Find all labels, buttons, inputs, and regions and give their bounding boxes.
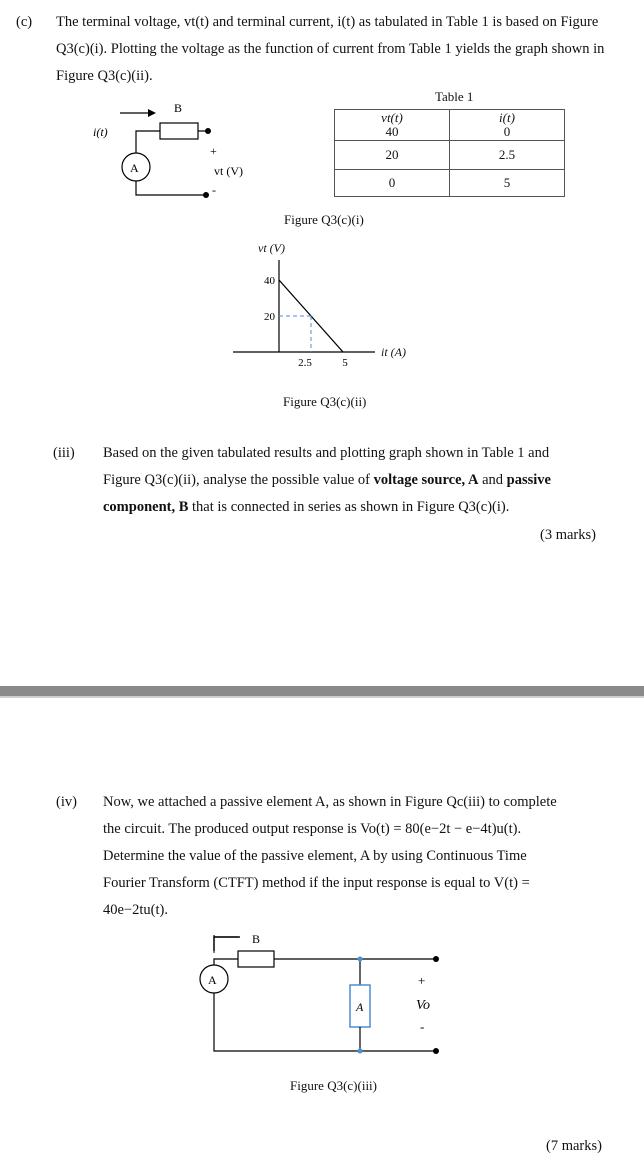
table1-header-i: i(t) (499, 110, 515, 125)
table1-title: Table 1 (435, 89, 474, 104)
fig3-b-label: B (252, 932, 261, 946)
page-divider-shadow (0, 696, 644, 698)
part-iv-text (103, 789, 608, 924)
fig3-minus: - (420, 1019, 425, 1034)
page-divider (0, 686, 644, 696)
circuit-figure-3 (190, 925, 460, 1065)
part-iii-label: (iii) (53, 445, 75, 461)
fig3-a-source-label: A (208, 973, 217, 987)
part-iii-line3 (103, 494, 608, 521)
part-iv-label: (iv) (56, 794, 77, 810)
part-iii-component-b: component, B (103, 499, 189, 515)
part-iii-line1: Based on the given tabulated results and plotting graph shown in Table 1 and (103, 445, 550, 461)
part-iv-line3: Determine the value of the passive element, A by using Continuous Time (103, 848, 527, 864)
table1-cell: 0 (335, 170, 450, 197)
part-iii-voltage-source: voltage source, A (373, 472, 479, 488)
part-iii-line2 (103, 467, 608, 494)
part-iii-line2c: and (478, 472, 507, 488)
part-iv-line4: Fourier Transform (CTFT) method if the input response is equal to V(t) = (103, 875, 530, 891)
part-iv-line2: the circuit. The produced output response is Vo(t) = 80(e−2t − e−4t)u(t). (103, 821, 522, 837)
table-row (335, 110, 565, 141)
part-c-text (56, 9, 616, 90)
fig3-a-element-label: A (356, 1000, 364, 1014)
x-tick-label: 5 (342, 357, 348, 369)
part-c-line2: Q3(c)(i). Plotting the voltage as the function of current from Table 1 yields the graph shown in (56, 41, 605, 57)
part-iii-marks: (3 marks) (540, 527, 596, 543)
wire-left-top (136, 131, 160, 153)
table1-cell: 20 (335, 141, 450, 170)
current-arrow-head (148, 109, 156, 117)
part-iii-line3b: that is connected in series as shown in Figure Q3(c)(i). (188, 499, 510, 515)
wire-bottom (136, 181, 204, 195)
part-c-line1: The terminal voltage, vt(t) and terminal current, i(t) as tabulated in Table 1 is based on Figure (56, 14, 599, 30)
part-iv-marks: (7 marks) (546, 1138, 602, 1154)
fig3-caption: Figure Q3(c)(iii) (290, 1078, 378, 1093)
fig1-i-label: i(t) (93, 125, 108, 139)
wire-top-left (214, 937, 240, 951)
voltage-current-graph (225, 260, 435, 380)
part-iii-passive: passive (506, 472, 551, 488)
fig1-v-label: vt (V) (214, 164, 243, 178)
table1-cell: 5 (450, 170, 565, 197)
node-top (358, 957, 363, 962)
wire-to-resistor (214, 959, 238, 965)
fig1-a-label: A (130, 161, 139, 175)
terminal-bottom-3 (433, 1048, 439, 1054)
table1-cell: 2.5 (450, 141, 565, 170)
wire-bottom-3 (214, 993, 436, 1051)
fig2-caption: Figure Q3(c)(ii) (283, 394, 367, 409)
terminal-bottom (203, 192, 209, 198)
table1-cell: 40 (385, 124, 399, 139)
fig1-caption: Figure Q3(c)(i) (284, 212, 364, 227)
y-tick-label: 40 (264, 275, 275, 287)
fig2-y-label: vt (V) (258, 241, 285, 255)
wire-corner (214, 937, 238, 951)
fig3-vo-label: Vo (416, 998, 430, 1013)
terminal-top (205, 128, 211, 134)
fig1-plus: + (210, 144, 217, 158)
fig3-plus: + (418, 973, 426, 988)
x-tick-label: 2.5 (298, 357, 312, 369)
part-iv-line5: 40e−2tu(t). (103, 902, 168, 918)
resistor-b-2 (238, 951, 274, 967)
circuit-figure-1 (90, 95, 270, 210)
fig1-minus: - (212, 183, 216, 197)
terminal-top-3 (433, 956, 439, 962)
resistor-b (160, 123, 198, 139)
y-tick-label: 20 (264, 311, 275, 323)
table1 (334, 109, 565, 197)
fig1-b-label: B (174, 101, 183, 115)
part-c-line3: Figure Q3(c)(ii). (56, 68, 153, 84)
table1-cell: 0 (503, 124, 511, 139)
fig2-x-label: it (A) (381, 345, 406, 359)
node-bottom (358, 1049, 363, 1054)
part-iv-line1: Now, we attached a passive element A, as shown in Figure Qc(iii) to complete (103, 794, 557, 810)
part-iii-text (103, 440, 608, 521)
table1-header-vt: vt(t) (381, 110, 403, 125)
part-iii-line2a: Figure Q3(c)(ii), analyse the possible value of (103, 472, 374, 488)
part-c-label: (c) (16, 14, 33, 30)
table-row (335, 141, 565, 170)
table-row (335, 170, 565, 197)
